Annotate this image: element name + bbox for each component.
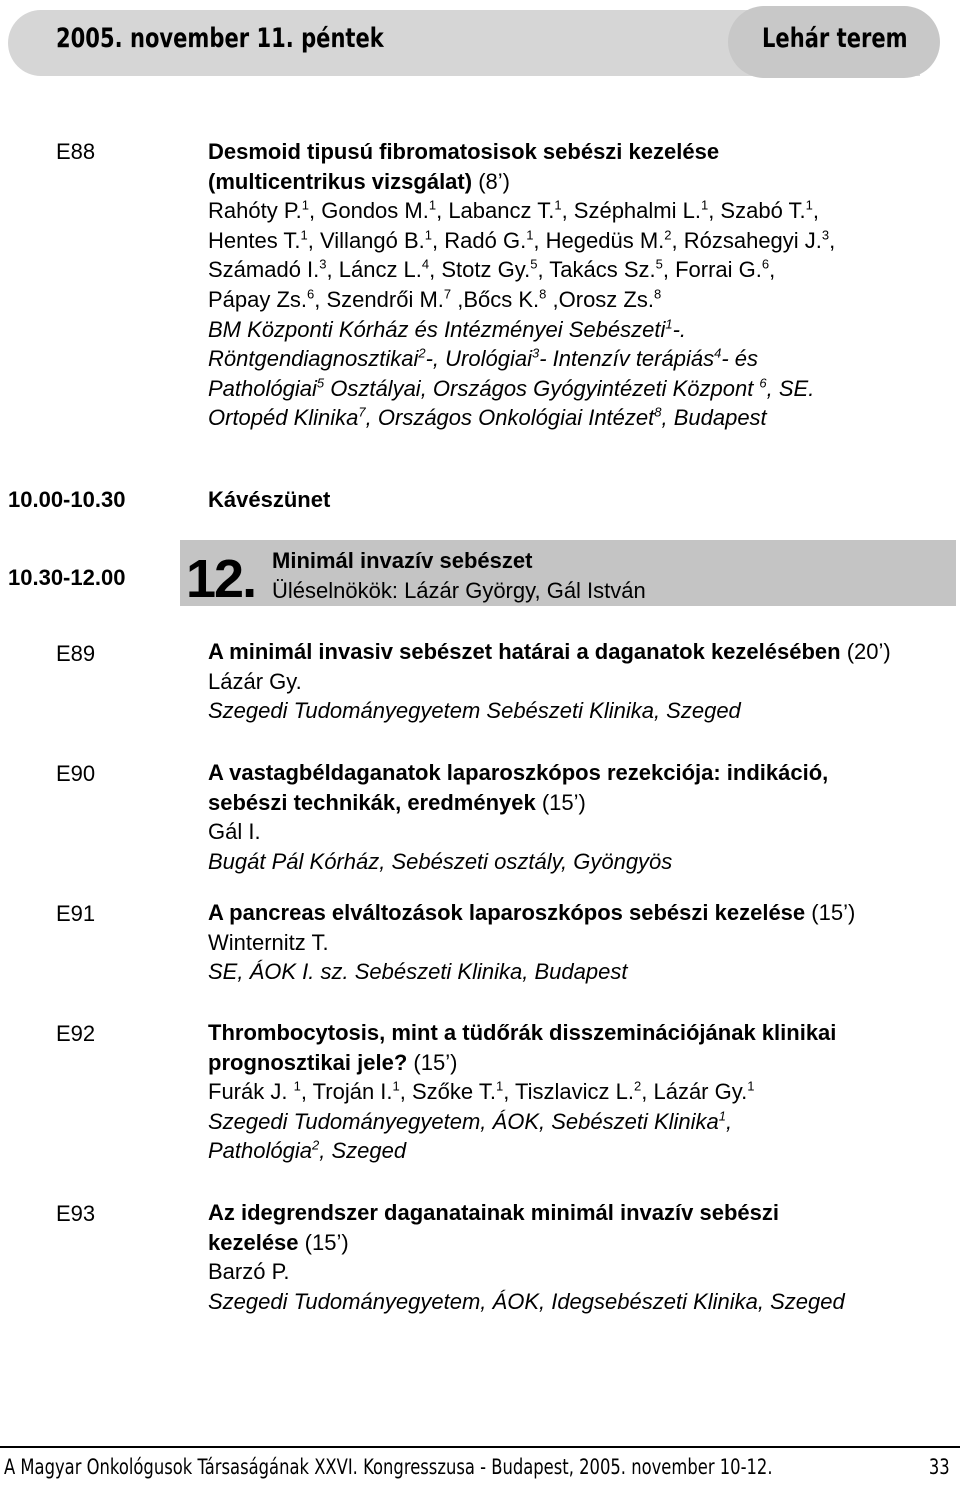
name-segment: , Rózsahegyi J.: [671, 227, 822, 253]
name-segment: , Szabó T.: [708, 198, 806, 224]
session-time: 10.30-12.00: [8, 565, 126, 590]
affiliation-superscript: 3: [531, 345, 540, 361]
affiliation-superscript: 1: [301, 197, 310, 213]
affiliation-superscript: 1: [554, 197, 562, 213]
abstract-code-e92: E92: [56, 1021, 96, 1046]
page-number: 33: [929, 1455, 950, 1479]
abstract-title: A vastagbéldaganatok laparoszkópos rezekciója: indikáció,: [208, 760, 829, 785]
affiliation-superscript: 8: [539, 286, 547, 302]
affiliation-superscript: 1: [300, 227, 308, 243]
abstract-e93: [208, 1198, 953, 1316]
abstract-duration: (15’): [541, 789, 586, 815]
institution-line: [208, 1107, 953, 1137]
name-segment: , Budapest: [661, 405, 767, 431]
abstract-title: A minimál invasiv sebészet határai a daganatok kezelésében: [208, 639, 841, 664]
name-segment: ,: [829, 227, 836, 253]
institution-line: [208, 1136, 953, 1166]
affiliation-superscript: 3: [319, 257, 327, 273]
affiliation-superscript: 1: [718, 1108, 726, 1124]
name-segment: , Szendrői M.: [314, 286, 444, 312]
name-segment: , SE.: [766, 375, 815, 401]
institution-line: Szegedi Tudományegyetem Sebészeti Klinika, Szeged: [208, 698, 741, 724]
abstract-title: (multicentrikus vizsgálat): [208, 168, 473, 194]
affiliation-superscript: 5: [316, 375, 325, 391]
abstract-duration: (15’): [811, 900, 856, 925]
affiliation-superscript: 1: [747, 1078, 755, 1094]
session-title: Minimál invazív sebészet: [272, 548, 533, 573]
name-segment: , Troján I.: [300, 1079, 393, 1105]
abstract-duration: (20’): [846, 639, 891, 664]
name-segment: Osztályai, Országos Gyógyintézeti Központ: [324, 375, 760, 401]
institution-line: [208, 403, 953, 433]
page-header: [8, 10, 926, 76]
name-segment: , Tiszlavicz L.: [503, 1079, 635, 1105]
name-segment: Pápay Zs.: [208, 286, 308, 312]
abstract-e91: [208, 898, 953, 987]
abstract-e90: [208, 758, 953, 876]
name-segment: BM Központi Kórház és Intézményei Sebészeti: [208, 316, 666, 342]
affiliation-superscript: 1: [293, 1078, 301, 1094]
affiliation-superscript: 2: [634, 1078, 642, 1094]
affiliation-superscript: 1: [392, 1078, 400, 1094]
author-line: [208, 1077, 953, 1107]
name-segment: Rahóty P.: [208, 198, 302, 224]
affiliation-superscript: 7: [358, 405, 366, 421]
name-segment: , Láncz L.: [326, 257, 422, 283]
name-segment: , Takács Sz.: [537, 257, 656, 283]
name-segment: , Radó G.: [432, 227, 527, 253]
abstract-code-e89: E89: [56, 641, 96, 666]
affiliation-superscript: 8: [653, 286, 662, 302]
affiliation-superscript: 7: [443, 286, 452, 302]
affiliation-superscript: 6: [761, 257, 770, 273]
affiliation-superscript: 2: [664, 227, 672, 243]
abstract-e89: [208, 637, 953, 726]
institution-line: [208, 315, 953, 345]
abstract-code-e88: E88: [56, 139, 96, 164]
abstract-code-e90: E90: [56, 761, 96, 786]
name-segment: -, Urológiai: [425, 346, 532, 372]
author-line: [208, 226, 953, 256]
name-segment: , Stotz Gy.: [429, 257, 531, 283]
affiliation-superscript: 1: [495, 1078, 504, 1094]
break-label: Kávészünet: [208, 487, 331, 512]
name-segment: , Labancz T.: [436, 198, 555, 224]
affiliation-superscript: 6: [307, 286, 315, 302]
author-line: Barzó P.: [208, 1259, 290, 1285]
break-time: 10.00-10.30: [8, 487, 126, 512]
name-segment: Szegedi Tudományegyetem, ÁOK, Sebészeti Klinika: [208, 1108, 719, 1134]
author-line: Gál I.: [208, 819, 261, 845]
author-line: [208, 196, 953, 226]
name-segment: ,: [812, 198, 819, 224]
name-segment: Pathológiai: [208, 375, 317, 401]
author-line: [208, 255, 953, 285]
affiliation-superscript: 4: [714, 345, 722, 361]
abstract-duration: (15’): [413, 1049, 458, 1075]
abstract-title: prognosztikai jele?: [208, 1049, 408, 1075]
name-segment: , Forrai G.: [662, 257, 762, 283]
abstract-title: sebészi technikák, eredmények: [208, 789, 536, 815]
name-segment: , Országos Onkológiai Intézet: [365, 405, 655, 431]
author-line: Lázár Gy.: [208, 668, 302, 694]
affiliation-superscript: 1: [665, 316, 673, 332]
institution-line: Szegedi Tudományegyetem, ÁOK, Idegsebészeti Klinika, Szeged: [208, 1288, 845, 1314]
affiliation-superscript: 1: [428, 197, 437, 213]
affiliation-superscript: 1: [424, 227, 433, 243]
institution-line: [208, 374, 953, 404]
footer-rule: [0, 1446, 960, 1448]
affiliation-superscript: 5: [655, 257, 663, 273]
abstract-title: kezelése: [208, 1229, 299, 1255]
affiliation-superscript: 1: [805, 197, 813, 213]
institution-line: SE, ÁOK I. sz. Sebészeti Klinika, Budapest: [208, 959, 628, 985]
abstract-title: Thrombocytosis, mint a tüdőrák disszeminációjának klinikai: [208, 1020, 837, 1045]
name-segment: , Széphalmi L.: [561, 198, 701, 224]
name-segment: ,: [725, 1108, 733, 1134]
session-chairs: Üléselnökök: Lázár György, Gál István: [272, 578, 646, 603]
name-segment: , Lázár Gy.: [641, 1079, 748, 1105]
name-segment: - és: [721, 346, 759, 372]
affiliation-superscript: 6: [759, 375, 767, 391]
abstract-code-e93: E93: [56, 1201, 96, 1226]
abstract-e88: [208, 137, 953, 433]
header-date: 2005. november 11. péntek: [56, 23, 384, 54]
abstract-title: A pancreas elváltozások laparoszkópos sebészi kezelése: [208, 900, 806, 925]
abstract-code-e91: E91: [56, 901, 96, 926]
header-room: Lehár terem: [762, 23, 908, 54]
institution-line: [208, 344, 953, 374]
abstract-title: Az idegrendszer daganatainak minimál invazív sebészi: [208, 1200, 779, 1225]
affiliation-superscript: 4: [421, 257, 430, 273]
name-segment: , Gondos M.: [309, 198, 429, 224]
abstract-duration: (8’): [478, 168, 510, 194]
affiliation-superscript: 5: [530, 257, 538, 273]
affiliation-superscript: 2: [311, 1138, 320, 1154]
name-segment: Pathológia: [208, 1138, 312, 1164]
affiliation-superscript: 3: [821, 227, 830, 243]
session-number: 12.: [186, 549, 256, 609]
affiliation-superscript: 1: [700, 197, 709, 213]
name-segment: -.: [672, 316, 687, 342]
abstract-title: Desmoid tipusú fibromatosisok sebészi kezelése: [208, 139, 720, 164]
affiliation-superscript: 8: [654, 405, 662, 421]
institution-line: Bugát Pál Kórház, Sebészeti osztály, Gyöngyös: [208, 848, 673, 874]
name-segment: ,Bőcs K.: [451, 286, 540, 312]
name-segment: , Villangó B.: [307, 227, 425, 253]
name-segment: , Szeged: [319, 1138, 407, 1164]
name-segment: Hentes T.: [208, 227, 301, 253]
affiliation-superscript: 1: [526, 227, 534, 243]
name-segment: ,: [769, 257, 776, 283]
name-segment: Furák J.: [208, 1079, 294, 1105]
abstract-e92: [208, 1018, 953, 1166]
name-segment: Röntgendiagnosztikai: [208, 346, 419, 372]
footer-text: A Magyar Onkológusok Társaságának XXVI. Kongresszusa - Budapest, 2005. november 10-12.: [4, 1455, 773, 1479]
affiliation-superscript: 2: [418, 345, 426, 361]
name-segment: - Intenzív terápiás: [539, 346, 715, 372]
name-segment: Ortopéd Klinika: [208, 405, 359, 431]
author-line: Winternitz T.: [208, 929, 329, 955]
name-segment: ,Orosz Zs.: [546, 286, 654, 312]
name-segment: , Szőke T.: [399, 1079, 496, 1105]
abstract-duration: (15’): [304, 1229, 349, 1255]
name-segment: , Hegedüs M.: [533, 227, 665, 253]
name-segment: Számadó I.: [208, 257, 320, 283]
author-line: [208, 285, 953, 315]
